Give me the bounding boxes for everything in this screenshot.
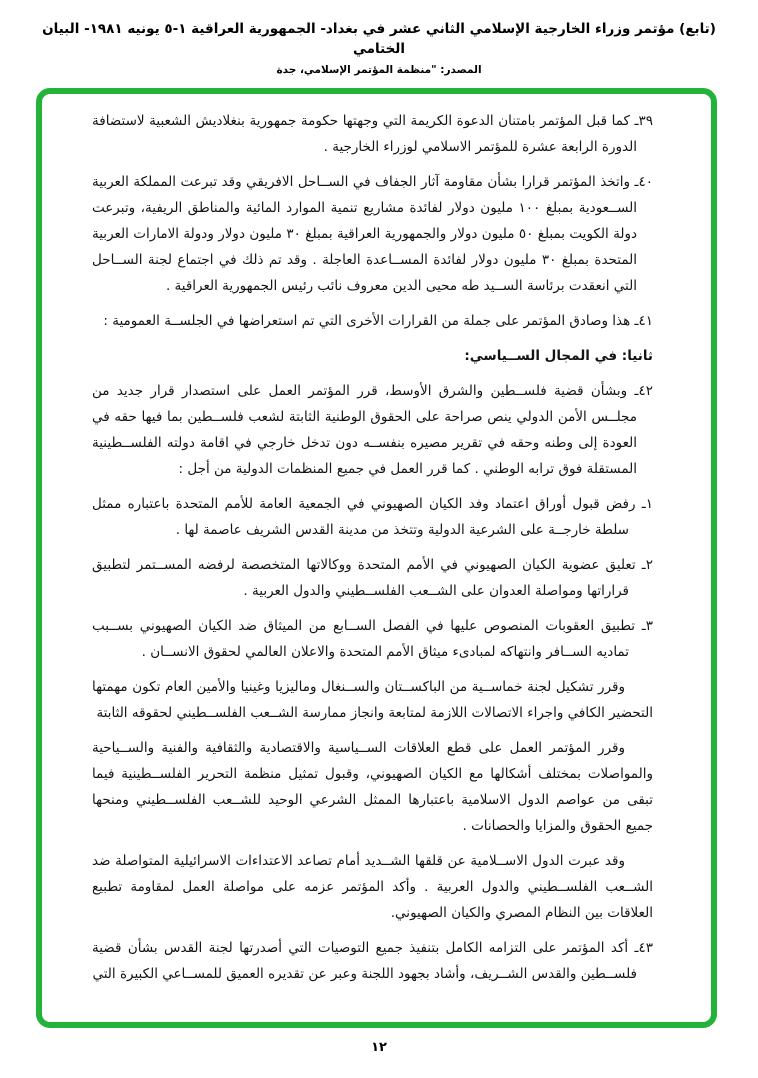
paragraph-43: ٤٣ـ أكد المؤتمر على التزامه الكامل بتنفيذ جميع التوصيات التي أصدرتها لجنة القدس بشأن قضية فلســطين والقدس الشــريف، وأشاد بجهود اللجنة وعبر عن تقديره العميق للمســاعي الكبيرة التي: [92, 940, 653, 982]
paragraph-41: ٤١ـ هذا وصادق المؤتمر على جملة من القرارات الأخرى التي تم استعراضها في الجلســة العمومية :: [103, 313, 653, 329]
paragraph-relations: وقرر المؤتمر العمل على قطع العلاقات الســياسية والاقتصادية والثقافية والفنية والســياحية والمواصلات بمختلف أشكالها مع الكيان الصهيوني، وقبول تمثيل منظمة التحرير الفلســطينية فيما تبقى من عواصم الدول الاسلامية باعتبارها الممثل الشرعي الوحيد للشــعب الفلســطيني ومنحها جميع الحقوق والمزايا والحصانات .: [92, 740, 653, 834]
paragraph-39: ٣٩ـ كما قبل المؤتمر بامتنان الدعوة الكريمة التي وجهتها حكومة جمهورية بنغلاديش الشعبية لاستضافة الدورة الرابعة عشرة للمؤتمر الاسلامي لوزراء الخارجية .: [92, 113, 653, 155]
list-item-1: ١ـ رفض قبول أوراق اعتماد وفد الكيان الصهيوني في الجمعية العامة للأمم المتحدة باعتباره ممثل سلطة خارجــة على الشرعية الدولية وتتخذ من مدينة القدس الشريف عاصمة لها .: [92, 496, 653, 538]
header-title: (تابع) مؤتمر وزراء الخارجية الإسلامي الثاني عشر في بغداد- الجمهورية العراقية ١-٥ يونيه ١٩٨١- البيان الختامي: [42, 21, 716, 57]
document-body: [42, 94, 711, 1004]
list-item-3: ٣ـ تطبيق العقوبات المنصوص عليها في الفصل الســابع من الميثاق ضد الكيان الصهيوني بســبب تماديه الســافر وانتهاكه لمبادىء ميثاق الأمم المتحدة والاعلان العالمي لحقوق الانســان .: [92, 618, 653, 660]
section-heading-political: ثانيا: في المجال الســياسي:: [464, 348, 653, 364]
page-footer: [0, 1036, 758, 1055]
paragraph-concern: وقد عبرت الدول الاســلامية عن قلقها الشــديد أمام تصاعد الاعتداءات الاسرائيلية المتواصلة ضد الشــعب الفلســطيني والدول العربية . وأكد المؤتمر عزمه على مواصلة العمل لمقاومة تطبيع العلاقات بين النظام المصري والكيان الصهيوني.: [92, 853, 653, 921]
paragraph-42: ٤٢ـ وبشأن قضية فلســطين والشرق الأوسط، قرر المؤتمر العمل على استصدار قرار جديد من مجلــس الأمن الدولي ينص صراحة على الحقوق الوطنية الثابتة لشعب فلســطين بما فيها حقه في العودة إلى وطنه وحقه في تقرير مصيره بنفســه دون تدخل خارجي في اقامة دولته الفلســطينية المستقلة فوق ترابه الوطني . كما قرر العمل في جميع المنظمات الدولية من أجل :: [92, 383, 653, 477]
page-number: ١٢: [371, 1040, 387, 1055]
paragraph-committee: وقرر تشكيل لجنة خماســية من الباكســتان والســنغال وماليزيا وغينيا والأمين العام تكون مهمتها التحضير الكافي واجراء الاتصالات اللازمة لمتابعة وانجاز ممارسة الشــعب الفلســطيني لحقوقه الثابتة: [92, 679, 653, 721]
list-item-2: ٢ـ تعليق عضوية الكيان الصهيوني في الأمم المتحدة ووكالاتها المتخصصة لرفضه المســتمر لتطبيق قراراتها ومواصلة العدوان على الشــعب الفلســطيني والدول العربية .: [92, 557, 653, 599]
header-source: المصدر: "منظمة المؤتمر الإسلامي، جدة: [276, 64, 482, 77]
page-header: [0, 20, 758, 76]
document-frame: [36, 88, 717, 1028]
paragraph-40: ٤٠ـ واتخذ المؤتمر قرارا بشأن مقاومة آثار الجفاف في الســاحل الافريقي وقد تبرعت المملكة العربية الســعودية بمبلغ ١٠٠ مليون دولار لفائدة مشاريع تنمية الموارد المائية والمناطق الريفية، وتبرعت دولة الكويت بمبلغ ٥٠ مليون دولار والجمهورية العراقية بمبلغ ٣٠ مليون دولار ودولة الامارات العربية المتحدة بمبلغ ٣٠ مليون دولار لفائدة المســاعدة العاجلة . وقد تم ذلك في اجتماع لجنة الســاحل التي انعقدت برئاسة الســيد طه محيى الدين معروف نائب رئيس الجمهورية العراقية .: [92, 174, 653, 294]
